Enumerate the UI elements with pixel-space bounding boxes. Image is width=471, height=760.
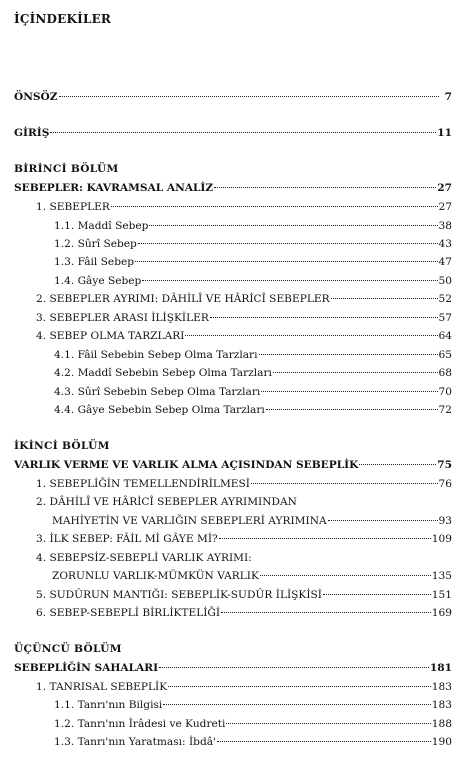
entry-page: 169 [431,607,452,619]
entry-label: 2. SEBEPLER AYRIMI: DÂHİLÎ VE HÂRİCÎ SEBEPLER [36,293,330,305]
entry-page: 27 [438,201,452,213]
entry-label: ÖNSÖZ [14,91,58,103]
toc-entry-first-line[interactable]: 4. SEBEPSİZ-SEBEPLİ VARLIK AYRIMI: [36,552,252,564]
toc-entry-first-line[interactable]: 2. DÂHİLÎ VE HÂRİCÎ SEBEPLER AYRIMINDAN [36,496,297,508]
dot-leader [163,704,430,705]
dot-leader [135,261,437,262]
entry-page: 68 [438,367,452,379]
toc-entry[interactable] [36,329,452,343]
dot-leader [261,391,437,392]
entry-label: SEBEPLER: KAVRAMSAL ANALİZ [14,182,214,194]
toc-entry[interactable] [54,237,452,251]
dot-leader [50,132,436,133]
entry-label: 6. SEBEP-SEBEPLİ BİRLİKTELİĞİ [36,607,221,619]
part-heading: İKİNCİ BÖLÜM [14,440,110,452]
entry-label: 1.1. Maddî Sebep [54,220,149,232]
toc-entry[interactable] [54,698,452,712]
entry-label: 1.3. Fâil Sebep [54,256,135,268]
toc-chapter[interactable] [14,458,452,472]
dot-leader [168,686,431,687]
dot-leader [217,741,431,742]
entry-page: 190 [431,736,452,748]
entry-label: 4. SEBEP OLMA TARZLARI [36,330,185,342]
entry-label: 1. SEBEPLER [36,201,110,213]
toc-entry[interactable] [54,255,452,269]
entry-label: 1. SEBEPLİĞİN TEMELLENDİRİLMESİ [36,478,250,490]
toc-entry[interactable] [52,514,452,528]
entry-page: 93 [438,515,452,527]
entry-page: 52 [438,293,452,305]
entry-page: 75 [437,459,452,471]
entry-label: 3. İLK SEBEP: FÂİL Mİ GÂYE Mİ? [36,533,218,545]
entry-page: 72 [438,404,452,416]
entry-page: 65 [438,349,452,361]
toc-entry[interactable] [54,385,452,399]
entry-page: 43 [438,238,452,250]
entry-label: ZORUNLU VARLIK-MÜMKÜN VARLIK [52,570,259,582]
toc-entry[interactable] [36,292,452,306]
entry-label: 1.2. Tanrı'nın İrâdesi ve Kudreti [54,718,226,730]
entry-page: 7 [444,91,452,103]
toc-entry-giris[interactable] [14,126,452,140]
toc-entry[interactable] [36,311,452,325]
entry-page: 151 [431,589,452,601]
entry-label: 1.2. Sûrî Sebep [54,238,137,250]
entry-label: MAHİYETİN VE VARLIĞIN SEBEPLERİ AYRIMINA [52,515,327,527]
toc-chapter[interactable] [14,661,452,675]
entry-label: VARLIK VERME VE VARLIK ALMA AÇISINDAN SEBEPLİK [14,459,359,471]
dot-leader [210,317,438,318]
dot-leader [266,409,438,410]
toc-entry[interactable] [36,680,452,694]
entry-page: 70 [438,386,452,398]
entry-page: 27 [437,182,452,194]
entry-page: 181 [429,662,452,674]
entry-page: 183 [431,681,452,693]
toc-entry[interactable] [54,366,452,380]
dot-leader [359,464,436,465]
entry-label: 5. SUDÛRUN MANTIĞI: SEBEPLİK-SUDÛR İLİŞKİSİ [36,589,322,601]
toc-entry[interactable] [54,717,452,731]
entry-label: 4.2. Maddî Sebebin Sebep Olma Tarzları [54,367,272,379]
dot-leader [185,335,437,336]
dot-leader [226,723,430,724]
entry-page: 50 [438,275,452,287]
dot-leader [214,187,436,188]
toc-entry[interactable] [36,588,452,602]
toc-entry[interactable] [54,348,452,362]
entry-label: 4.1. Fâil Sebebin Sebep Olma Tarzları [54,349,258,361]
toc-entry[interactable] [54,403,452,417]
entry-page: 188 [431,718,452,730]
toc-entry[interactable] [36,606,452,620]
entry-label: 4.3. Sûrî Sebebin Sebep Olma Tarzları [54,386,261,398]
entry-label: 1. TANRISAL SEBEPLİK [36,681,168,693]
entry-label: 1.3. Tanrı'nın Yaratması: İbdâ' [54,736,216,748]
dot-leader [331,298,438,299]
dot-leader [142,280,437,281]
toc-entry[interactable] [54,274,452,288]
entry-page: 38 [438,220,452,232]
dot-leader [219,538,431,539]
dot-leader [323,594,431,595]
dot-leader [251,483,438,484]
dot-leader [328,520,438,521]
toc-entry[interactable] [36,532,452,546]
toc-entry[interactable] [52,569,452,583]
entry-label: 1.4. Gâye Sebep [54,275,142,287]
entry-label: 3. SEBEPLER ARASI İLİŞKİLER [36,312,209,324]
entry-label: 1.1. Tanrı'nın Bilgisi [54,699,163,711]
entry-page: 135 [431,570,452,582]
toc-title: İÇİNDEKİLER [14,12,112,26]
entry-page: 76 [438,478,452,490]
dot-leader [260,575,431,576]
dot-leader [59,96,439,97]
part-heading: ÜÇÜNCÜ BÖLÜM [14,643,122,655]
dot-leader [159,667,429,668]
toc-entry[interactable] [36,477,452,491]
dot-leader [138,243,438,244]
entry-label: GİRİŞ [14,127,50,139]
entry-page: 109 [431,533,452,545]
toc-chapter[interactable] [14,181,452,195]
toc-entry[interactable] [54,735,452,749]
entry-page: 47 [438,256,452,268]
toc-entry[interactable] [36,200,452,214]
entry-label: SEBEPLİĞİN SAHALARI [14,662,159,674]
entry-label: 4.4. Gâye Sebebin Sebep Olma Tarzları [54,404,265,416]
dot-leader [111,206,438,207]
entry-page: 64 [438,330,452,342]
entry-page: 11 [437,127,452,139]
entry-page: 57 [438,312,452,324]
dot-leader [273,372,438,373]
entry-page: 183 [431,699,452,711]
dot-leader [149,225,437,226]
dot-leader [259,354,438,355]
toc-entry-onsoz[interactable] [14,90,452,104]
part-heading: BİRİNCİ BÖLÜM [14,163,119,175]
dot-leader [221,612,431,613]
toc-entry[interactable] [54,219,452,233]
